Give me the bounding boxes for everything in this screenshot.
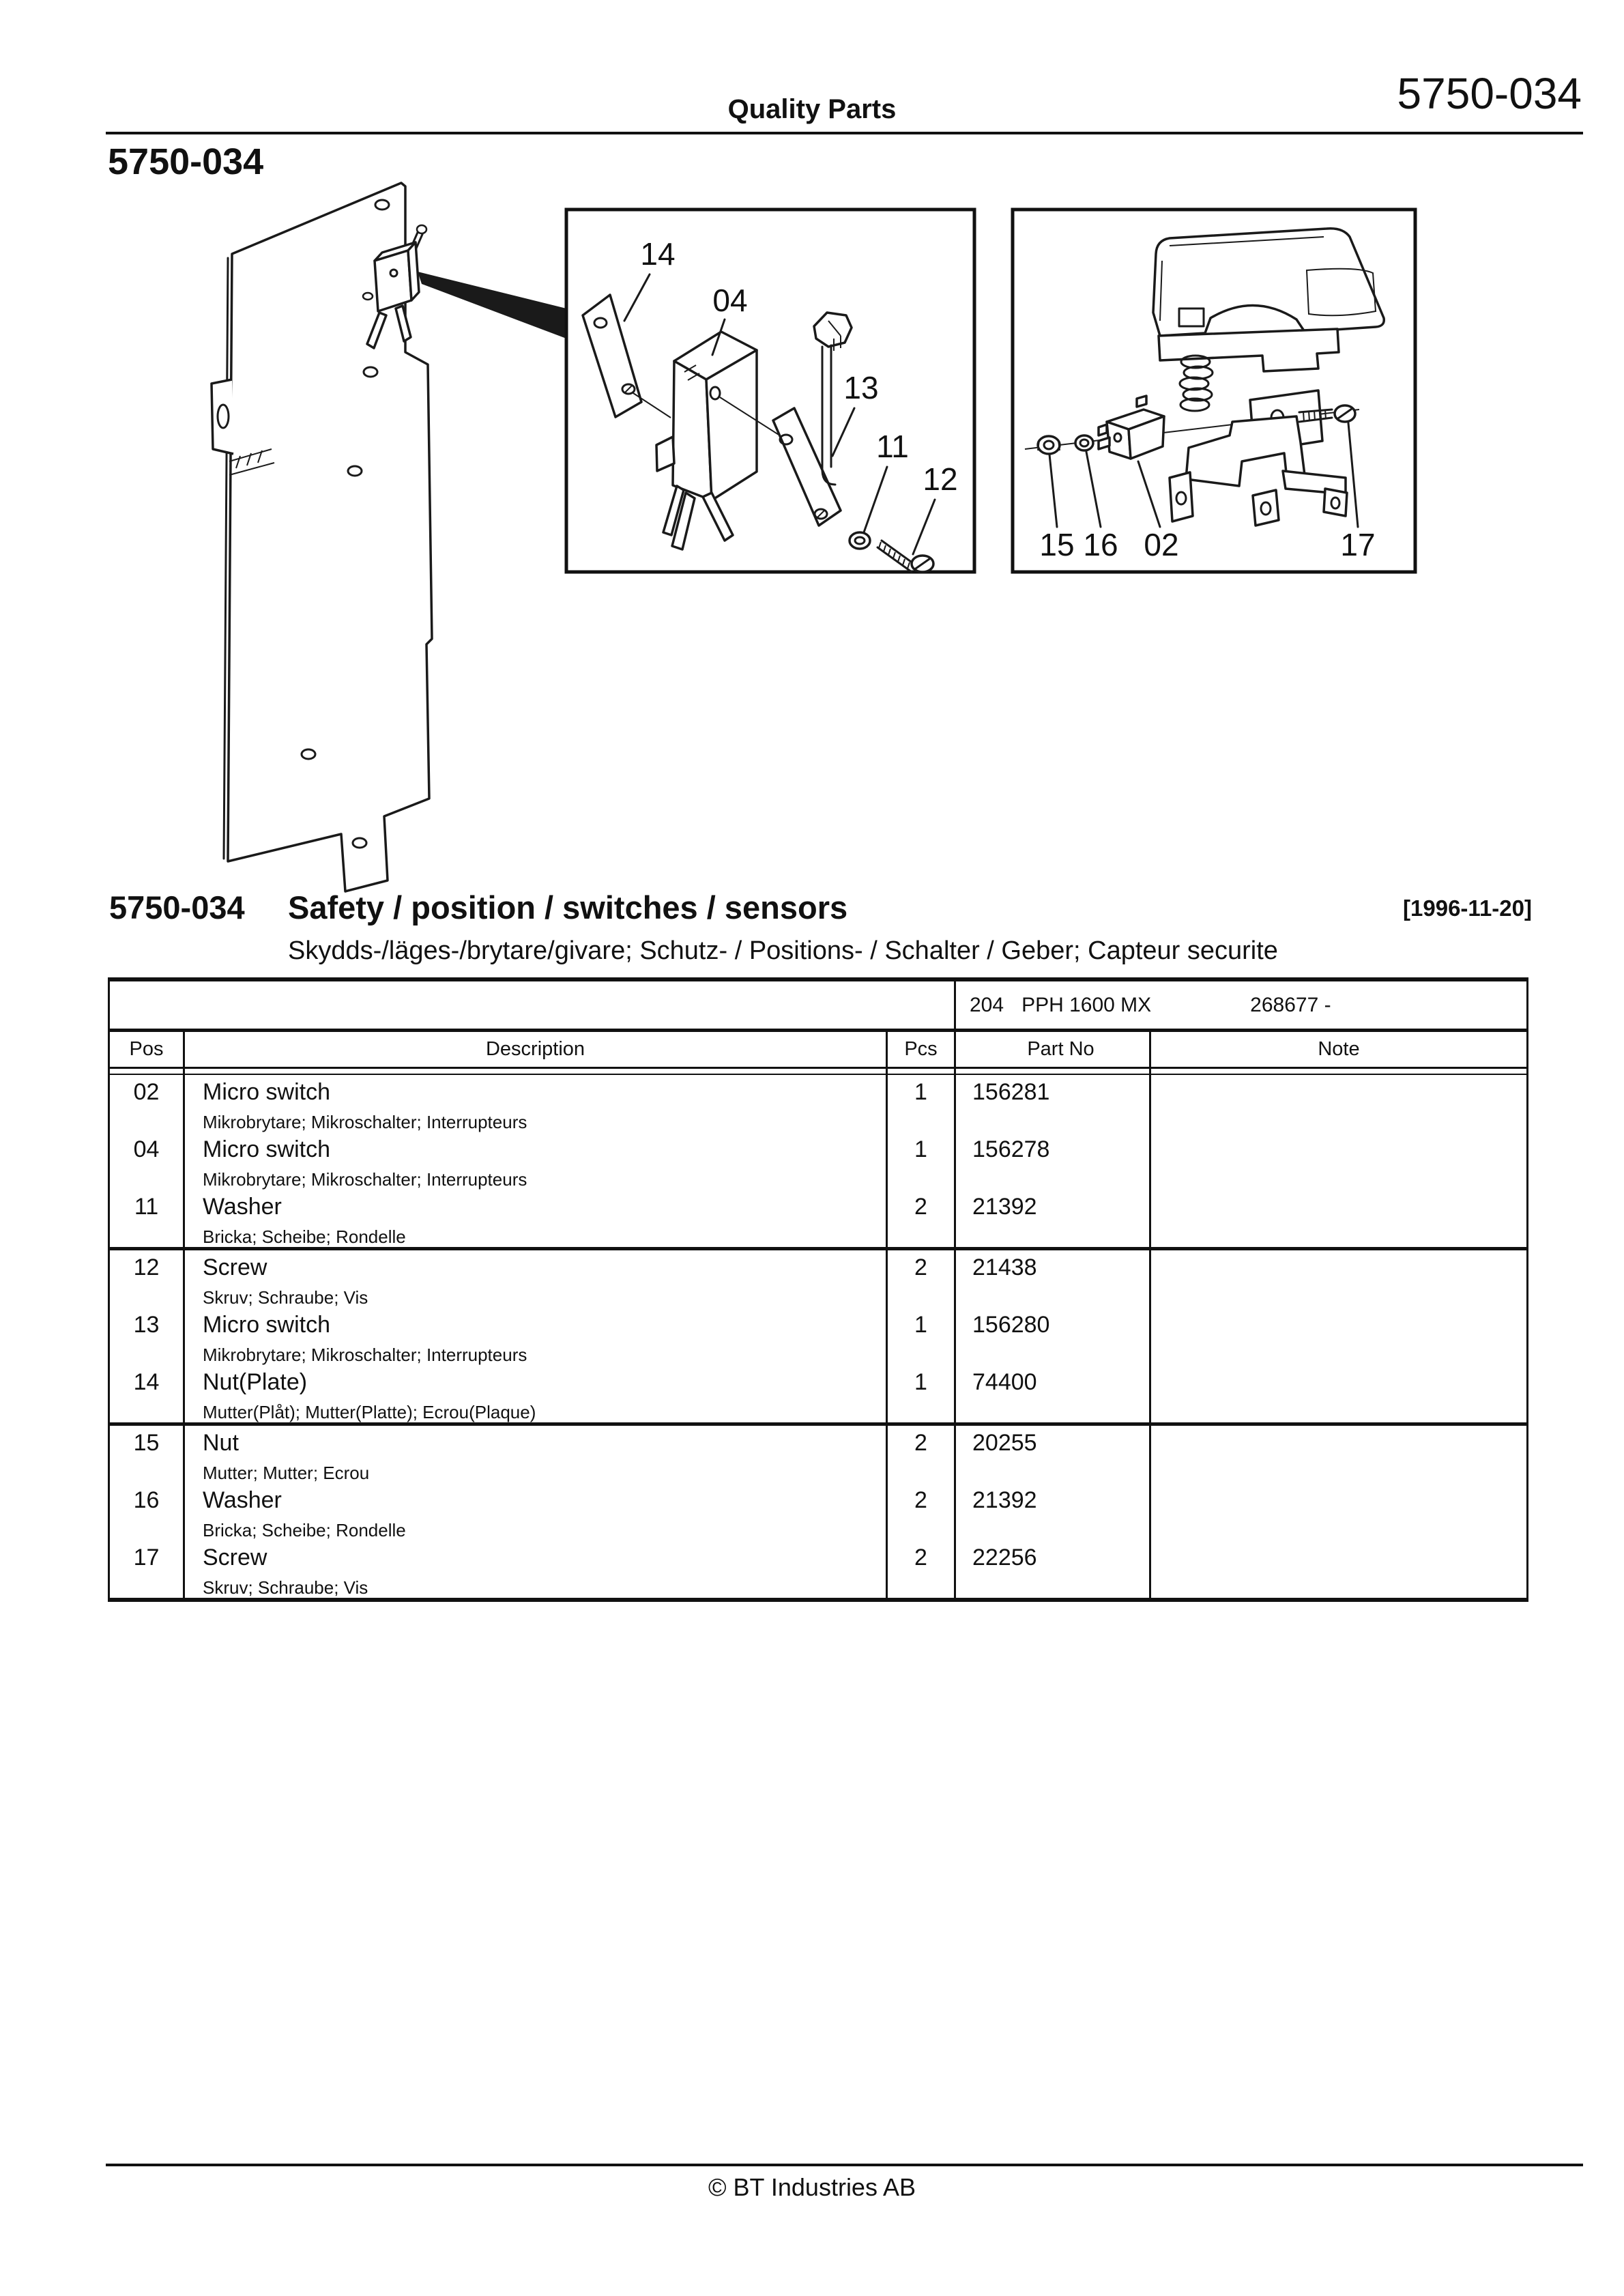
- part-13-micro-switch-bracket: [773, 313, 852, 526]
- model-row: [110, 981, 1526, 1032]
- pos-value: 04: [133, 1136, 160, 1162]
- section-date: [1996-11-20]: [1403, 895, 1532, 921]
- model-row-empty-cell: [110, 981, 956, 1029]
- note-value: [1151, 1483, 1526, 1487]
- mounting-plate-drawing: [212, 183, 566, 891]
- description-i18n: Bricka; Scheibe; Rondelle: [203, 1520, 406, 1540]
- section-heading: [109, 889, 1532, 926]
- pos-value: 15: [133, 1430, 160, 1456]
- pos-value: 16: [133, 1487, 160, 1513]
- pcs-value: 1: [914, 1136, 927, 1162]
- leader-wedge: [418, 272, 566, 339]
- model-serial-range: 268677 -: [1250, 993, 1331, 1016]
- col-header-description: Description: [185, 1032, 888, 1067]
- exploded-view-diagram: [0, 171, 1624, 908]
- part-no-value: 20255: [972, 1430, 1037, 1456]
- part-no-value: 21392: [972, 1487, 1037, 1513]
- table-row: [110, 1132, 1526, 1190]
- page-header-title: Quality Parts: [727, 94, 897, 124]
- part-no-value: 156281: [972, 1079, 1050, 1105]
- table-row: [110, 1190, 1526, 1247]
- note-value: [1151, 1250, 1526, 1254]
- row-group-1: [110, 1075, 1526, 1250]
- description-value: Micro switch: [203, 1136, 331, 1162]
- callout-13: 13: [843, 370, 879, 405]
- model-row-info-cell: [956, 981, 1526, 1029]
- description-i18n: Mikrobrytare; Mikroschalter; Interrupteurs: [203, 1169, 527, 1190]
- model-name: PPH 1600 MX: [1021, 993, 1152, 1016]
- col-header-pos: Pos: [110, 1032, 185, 1067]
- callout-11: 11: [876, 429, 909, 464]
- description-value: Nut(Plate): [203, 1369, 308, 1395]
- pedal-cover: [1153, 229, 1384, 371]
- spring: [1180, 356, 1213, 411]
- part-12-screw: [878, 541, 933, 572]
- footer-rule: [106, 2164, 1583, 2166]
- part-no-value: 156280: [972, 1312, 1050, 1338]
- note-value: [1151, 1426, 1526, 1430]
- description-i18n: Skruv; Schraube; Vis: [203, 1287, 368, 1308]
- pcs-value: 2: [914, 1194, 927, 1220]
- note-value: [1151, 1308, 1526, 1312]
- table-row: [110, 1540, 1526, 1598]
- pcs-value: 2: [914, 1545, 927, 1570]
- center-detail-box: [566, 210, 974, 572]
- part-no-value: 156278: [972, 1136, 1050, 1162]
- table-row: [110, 1075, 1526, 1132]
- table-header-row: [110, 1032, 1526, 1069]
- pos-value: 11: [134, 1194, 159, 1220]
- description-i18n: Bricka; Scheibe; Rondelle: [203, 1226, 406, 1247]
- col-header-part-no: Part No: [956, 1032, 1151, 1067]
- callout-12: 12: [923, 461, 958, 497]
- description-value: Washer: [203, 1194, 282, 1220]
- header-rule: [106, 132, 1583, 134]
- callout-02: 02: [1144, 527, 1179, 562]
- row-group-2: [110, 1250, 1526, 1426]
- description-i18n: Mutter; Mutter; Ecrou: [203, 1463, 370, 1483]
- section-title: Safety / position / switches / sensors: [288, 889, 848, 925]
- pos-value: 17: [133, 1545, 160, 1570]
- callout-17: 17: [1340, 527, 1376, 562]
- pcs-value: 2: [914, 1254, 927, 1280]
- table-row: [110, 1308, 1526, 1365]
- part-no-value: 74400: [972, 1369, 1037, 1395]
- part-16-washer: [1075, 435, 1093, 450]
- footer-copyright: © BT Industries AB: [708, 2173, 916, 2201]
- part-no-value: 21392: [972, 1194, 1037, 1220]
- description-i18n: Skruv; Schraube; Vis: [203, 1577, 368, 1598]
- pos-value: 14: [133, 1369, 160, 1395]
- pcs-value: 1: [914, 1312, 927, 1338]
- description-value: Nut: [203, 1430, 239, 1456]
- col-header-pcs: Pcs: [888, 1032, 956, 1067]
- table-row: [110, 1483, 1526, 1540]
- part-no-value: 22256: [972, 1545, 1037, 1570]
- pcs-value: 2: [914, 1487, 927, 1513]
- callout-15: 15: [1039, 527, 1075, 562]
- model-code: 204: [970, 993, 1004, 1016]
- pos-value: 02: [133, 1079, 160, 1105]
- row-group-3: [110, 1426, 1526, 1598]
- description-i18n: Mikrobrytare; Mikroschalter; Interrupteurs: [203, 1345, 527, 1365]
- description-value: Screw: [203, 1545, 267, 1570]
- note-value: [1151, 1190, 1526, 1194]
- part-04-micro-switch: [656, 332, 757, 549]
- table-row: [110, 1250, 1526, 1308]
- table-row: [110, 1365, 1526, 1422]
- note-value: [1151, 1132, 1526, 1136]
- pcs-value: 2: [914, 1430, 927, 1456]
- parts-table: [108, 977, 1528, 1602]
- callout-04: 04: [712, 283, 748, 318]
- doc-number-left: 5750-034: [108, 141, 264, 182]
- section-number: 5750-034: [109, 889, 245, 925]
- double-rule: [110, 1069, 1526, 1075]
- part-14-nut-plate: [583, 295, 641, 417]
- side-bracket: [212, 379, 233, 454]
- description-value: Micro switch: [203, 1079, 331, 1105]
- description-value: Screw: [203, 1254, 267, 1280]
- part-11-washer: [850, 532, 870, 549]
- pos-value: 13: [133, 1312, 160, 1338]
- pcs-value: 1: [914, 1079, 927, 1105]
- section-subtitle: Skydds-/läges-/brytare/givare; Schutz- / Positions- / Schalter / Geber; Capteur securite: [288, 936, 1278, 965]
- description-value: Washer: [203, 1487, 282, 1513]
- pos-value: 12: [133, 1254, 160, 1280]
- note-value: [1151, 1365, 1526, 1369]
- description-value: Micro switch: [203, 1312, 331, 1338]
- part-02-micro-switch: [1099, 396, 1164, 459]
- callout-16: 16: [1083, 527, 1118, 562]
- col-header-note: Note: [1318, 1038, 1360, 1060]
- description-i18n: Mikrobrytare; Mikroschalter; Interrupteurs: [203, 1112, 527, 1132]
- right-detail-box: [1013, 210, 1415, 572]
- part-15-nut: [1038, 436, 1060, 454]
- note-value: [1151, 1075, 1526, 1079]
- callout-14: 14: [640, 236, 676, 272]
- table-row: [110, 1426, 1526, 1483]
- note-value: [1151, 1540, 1526, 1545]
- description-i18n: Mutter(Plåt); Mutter(Platte); Ecrou(Plaque): [203, 1402, 536, 1422]
- part-no-value: 21438: [972, 1254, 1037, 1280]
- page-header-doc-number: 5750-034: [1397, 69, 1582, 118]
- pcs-value: 1: [914, 1369, 927, 1395]
